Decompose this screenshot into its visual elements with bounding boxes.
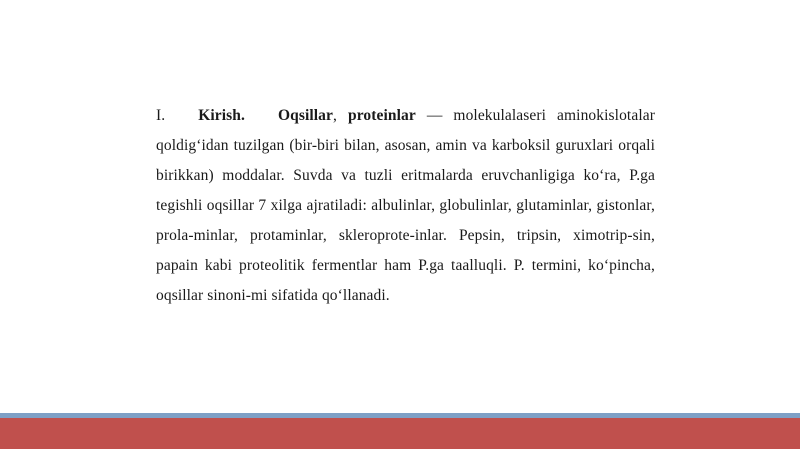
intro-paragraph xyxy=(156,101,655,311)
footer-bar xyxy=(0,418,800,449)
term-separator: , xyxy=(333,107,337,124)
section-number: I. xyxy=(156,107,166,124)
term-proteinlar: proteinlar xyxy=(347,107,416,124)
slide-content xyxy=(156,101,655,311)
paragraph-body: — molekulalaseri aminokislotalar qoldig‘idan tuzilgan (bir-biri bilan, asosan, amin va karboksil guruxlari orqali birikkan) moddalar. Suvda va tuzli eritmalarda eruvchanligiga ko‘ra, P.ga tegishli oqsillar 7 xilga ajratiladi: albulinlar, globulinlar, glutaminlar, gistonlar, prola-minlar, protaminlar, skleroprote-inlar. Pepsin, tripsin, ximotrip-sin, papain kabi proteolitik fermentlar ham P.ga taalluqli. P. termini, ko‘pincha, oqsillar sinoni-mi sifatida qo‘llanadi. xyxy=(156,107,655,304)
term-oqsillar: Oqsillar xyxy=(277,107,333,124)
section-heading: Kirish. xyxy=(198,107,245,124)
